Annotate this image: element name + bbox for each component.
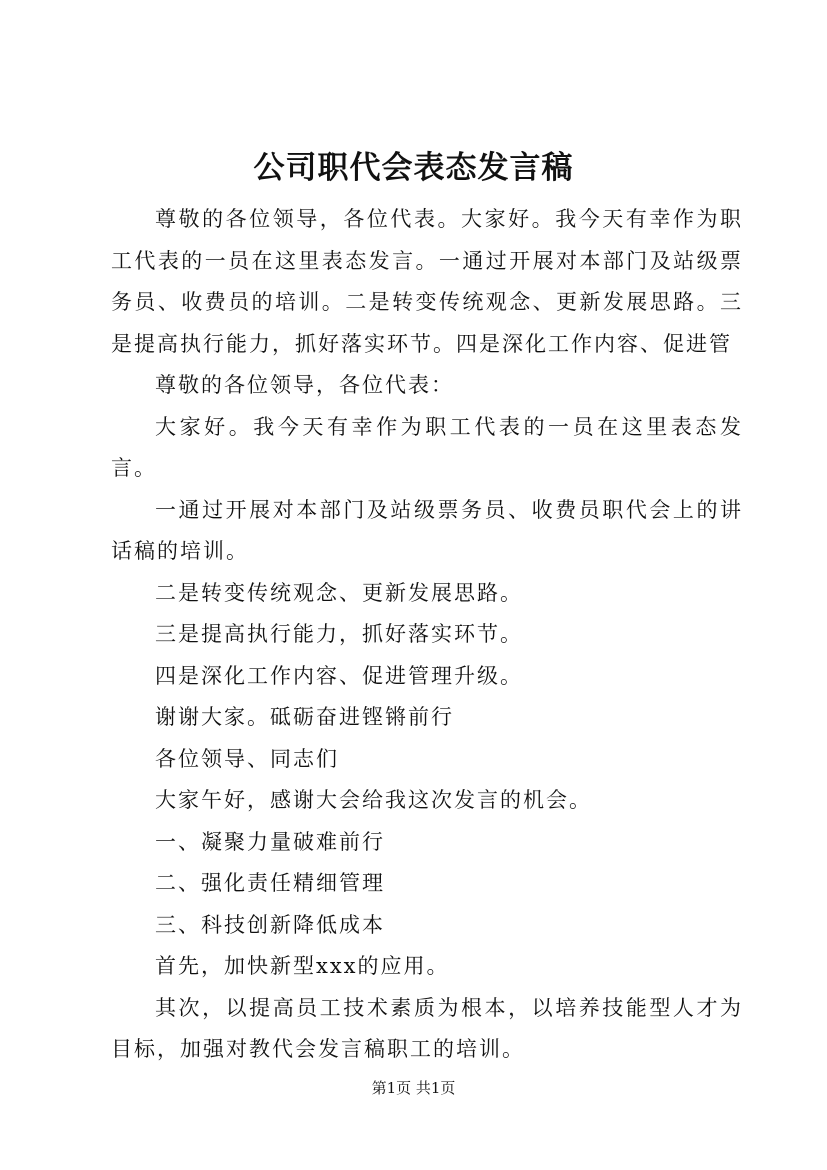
paragraph: 二是转变传统观念、更新发展思路。	[155, 580, 523, 605]
paragraph: 四是深化工作内容、促进管理升级。	[155, 663, 523, 688]
paragraph: 尊敬的各位领导，各位代表。大家好。我今天有幸作为职工代表的一员在这里表态发言。一通过开展对本部门及站级票务员、收费员的培训。二是转变传统观念、更新发展思路。三是提高执行能力，抓好落实环节。四是深化工作内容、促进管	[111, 207, 743, 356]
paragraph: 尊敬的各位领导，各位代表：	[155, 373, 454, 397]
paragraph: 谢谢大家。砥砺奋进铿锵前行	[155, 705, 454, 729]
paragraph: 一通过开展对本部门及站级票务员、收费员职代会上的讲话稿的培训。	[111, 497, 743, 563]
document-body	[111, 199, 743, 1071]
page-footer: 第1页 共1页	[371, 1079, 456, 1097]
paragraph: 其次，以提高员工技术素质为根本，以培养技能型人才为目标，加强对教代会发言稿职工的培训。	[111, 995, 743, 1061]
paragraph: 各位领导、同志们	[155, 746, 339, 771]
document-title: 公司职代会表态发言稿	[253, 150, 574, 186]
paragraph: 首先，加快新型xxx的应用。	[155, 954, 450, 978]
paragraph: 三是提高执行能力，抓好落实环节。	[155, 622, 523, 646]
paragraph: 三、科技创新降低成本	[155, 912, 385, 937]
paragraph: 大家好。我今天有幸作为职工代表的一员在这里表态发言。	[111, 414, 743, 480]
paragraph: 二、强化责任精细管理	[155, 871, 385, 895]
paragraph: 一、凝聚力量破难前行	[155, 829, 385, 854]
paragraph: 大家午好，感谢大会给我这次发言的机会。	[155, 788, 592, 812]
